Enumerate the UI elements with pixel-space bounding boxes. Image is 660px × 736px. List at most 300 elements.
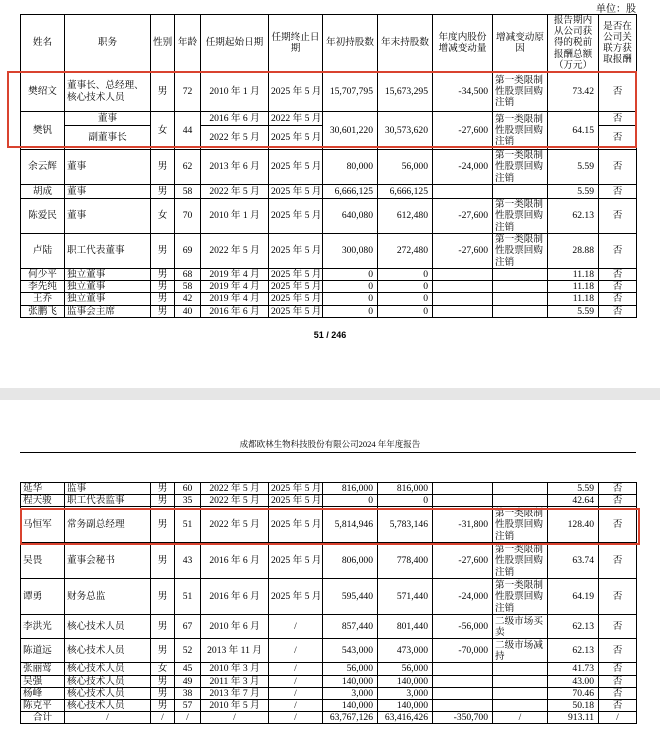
cell-name: 余云辉 (21, 150, 65, 185)
cell-end: / (269, 700, 323, 712)
cell-end: 2025 年 5 月 (269, 305, 323, 317)
cell-age: 57 (175, 700, 201, 712)
cell-start: 2019 年 4 月 (201, 293, 269, 305)
cell-reason (493, 700, 548, 712)
cell-end: 2025 年 5 月 (269, 483, 323, 495)
cell-begin: 300,080 (323, 234, 378, 269)
cell-start: / (201, 712, 269, 724)
cell-endv: 0 (378, 495, 433, 507)
cell-position: 核心技术人员 (65, 700, 151, 712)
cell-endv: 0 (378, 269, 433, 281)
cell-position: 董事 (65, 112, 151, 126)
cell-related: / (599, 712, 637, 724)
table-row (21, 675, 637, 687)
cell-end: 2025 年 5 月 (269, 269, 323, 281)
cell-position: 核心技术人员 (65, 663, 151, 675)
cell-change (433, 663, 493, 675)
cell-pay: 64.19 (548, 579, 599, 615)
cell-begin: 806,000 (323, 543, 378, 579)
cell-start: 2016 年 6 月 (201, 543, 269, 579)
cell-begin: 6,666,125 (323, 185, 378, 199)
table-header-row (21, 15, 637, 72)
highlight-box (7, 71, 637, 148)
cell-position: 独立董事 (65, 269, 151, 281)
cell-change (433, 293, 493, 305)
cell-age: 69 (175, 234, 201, 269)
cell-gender: 女 (151, 199, 175, 234)
cell-age: 70 (175, 199, 201, 234)
cell-start: 2016 年 6 月 (201, 112, 269, 126)
header-pay: 报告期内从公司获得的税前报酬总额（万元） (548, 15, 599, 72)
cell-begin: 15,707,795 (323, 72, 378, 112)
cell-position: 董事 (65, 185, 151, 199)
cell-pay: 64.15 (548, 112, 599, 150)
cell-pay: 62.13 (548, 199, 599, 234)
cell-related: 否 (599, 126, 637, 150)
cell-change (433, 281, 493, 293)
cell-reason (493, 663, 548, 675)
cell-position: 副董事长 (65, 126, 151, 150)
cell-position: 财务总监 (65, 579, 151, 615)
cell-end: / (269, 615, 323, 639)
cell-start: 2013 年 7 月 (201, 687, 269, 699)
cell-age: 52 (175, 639, 201, 663)
total-row (21, 712, 637, 724)
cell-age: 45 (175, 663, 201, 675)
cell-related: 否 (599, 639, 637, 663)
header-position: 职务 (65, 15, 151, 72)
cell-gender: 男 (151, 305, 175, 317)
cell-name: 王乔 (21, 293, 65, 305)
cell-start: 2016 年 6 月 (201, 305, 269, 317)
cell-position: 常务副总经理 (65, 507, 151, 543)
cell-age: 35 (175, 495, 201, 507)
header-end: 任期终止日期 (269, 15, 323, 72)
table-row (21, 663, 637, 675)
cell-end: 2025 年 5 月 (269, 126, 323, 150)
cell-begin: 0 (323, 495, 378, 507)
cell-end: 2025 年 5 月 (269, 543, 323, 579)
cell-change: -27,600 (433, 112, 493, 150)
table-row (21, 269, 637, 281)
cell-end: 2025 年 5 月 (269, 185, 323, 199)
cell-age: 51 (175, 579, 201, 615)
cell-related: 否 (599, 269, 637, 281)
cell-name: 何少平 (21, 269, 65, 281)
cell-pay: 5.59 (548, 150, 599, 185)
cell-begin: 0 (323, 305, 378, 317)
cell-gender: 男 (151, 700, 175, 712)
cell-endv: 140,000 (378, 700, 433, 712)
cell-age: / (175, 712, 201, 724)
cell-endv: 3,000 (378, 687, 433, 699)
cell-position: 监事 (65, 483, 151, 495)
cell-name: 张鹏飞 (21, 305, 65, 317)
cell-reason (493, 305, 548, 317)
cell-age: 40 (175, 305, 201, 317)
cell-begin: 3,000 (323, 687, 378, 699)
cell-gender: 男 (151, 234, 175, 269)
cell-end: 2025 年 5 月 (269, 234, 323, 269)
table-row (21, 185, 637, 199)
cell-end: 2025 年 5 月 (269, 579, 323, 615)
cell-gender: 女 (151, 112, 175, 150)
cell-gender: / (151, 712, 175, 724)
cell-start: 2013 年 11 月 (201, 639, 269, 663)
cell-related: 否 (599, 663, 637, 675)
cell-age: 42 (175, 293, 201, 305)
cell-begin: 63,767,126 (323, 712, 378, 724)
cell-gender: 男 (151, 281, 175, 293)
cell-related: 否 (599, 112, 637, 126)
cell-reason: 二级市场买卖 (493, 615, 548, 639)
cell-change: -24,000 (433, 150, 493, 185)
cell-endv: 15,673,295 (378, 72, 433, 112)
cell-start: 2010 年 3 月 (201, 663, 269, 675)
cell-gender: 男 (151, 293, 175, 305)
cell-start: 2013 年 6 月 (201, 150, 269, 185)
cell-pay: 128.40 (548, 507, 599, 543)
cell-related: 否 (599, 185, 637, 199)
cell-gender: 男 (151, 543, 175, 579)
cell-start: 2022 年 5 月 (201, 126, 269, 150)
table-row (21, 687, 637, 699)
cell-begin: 0 (323, 281, 378, 293)
cell-related: 否 (599, 305, 637, 317)
cell-begin: 140,000 (323, 675, 378, 687)
cell-related: 否 (599, 483, 637, 495)
cell-begin: 816,000 (323, 483, 378, 495)
cell-begin: 0 (323, 293, 378, 305)
header-gender: 性别 (151, 15, 175, 72)
cell-change (433, 687, 493, 699)
header-related: 是否在公司关联方获取报酬 (599, 15, 637, 72)
table-row (21, 579, 637, 615)
cell-endv: 5,783,146 (378, 507, 433, 543)
cell-age: 38 (175, 687, 201, 699)
cell-gender: 男 (151, 269, 175, 281)
header-change: 年度内股份增减变动量 (433, 15, 493, 72)
cell-endv: 612,480 (378, 199, 433, 234)
page-break (0, 388, 660, 400)
cell-gender: 男 (151, 615, 175, 639)
cell-pay: 5.59 (548, 483, 599, 495)
cell-start: 2010 年 1 月 (201, 199, 269, 234)
cell-reason (493, 687, 548, 699)
cell-total-label: 合计 (21, 712, 65, 724)
table-row (21, 305, 637, 317)
cell-name: 陈爱民 (21, 199, 65, 234)
cell-gender: 男 (151, 579, 175, 615)
cell-position: 董事会秘书 (65, 543, 151, 579)
cell-age: 49 (175, 675, 201, 687)
cell-endv: 6,666,125 (378, 185, 433, 199)
cell-end: 2025 年 5 月 (269, 507, 323, 543)
cell-change: -31,800 (433, 507, 493, 543)
cell-related: 否 (599, 150, 637, 185)
cell-name: 李先纯 (21, 281, 65, 293)
cell-change (433, 269, 493, 281)
cell-start: 2022 年 5 月 (201, 234, 269, 269)
cell-gender: 男 (151, 483, 175, 495)
cell-position: 独立董事 (65, 281, 151, 293)
cell-position: 职工代表监事 (65, 495, 151, 507)
cell-reason (493, 675, 548, 687)
cell-position: 核心技术人员 (65, 615, 151, 639)
cell-change (433, 185, 493, 199)
cell-end: / (269, 663, 323, 675)
cell-end: 2025 年 5 月 (269, 72, 323, 112)
cell-pay: 11.18 (548, 293, 599, 305)
cell-position: / (65, 712, 151, 724)
cell-change (433, 483, 493, 495)
header-begin-shares: 年初持股数 (323, 15, 378, 72)
cell-change (433, 305, 493, 317)
cell-name: 杨峰 (21, 687, 65, 699)
cell-endv: 801,440 (378, 615, 433, 639)
cell-change (433, 700, 493, 712)
cell-endv: 816,000 (378, 483, 433, 495)
cell-reason: 第一类限制性股票回购注销 (493, 72, 548, 112)
cell-pay: 43.00 (548, 675, 599, 687)
header-start: 任期起始日期 (201, 15, 269, 72)
header-end-shares: 年末持股数 (378, 15, 433, 72)
cell-start: 2022 年 5 月 (201, 483, 269, 495)
table-row (21, 495, 637, 507)
cell-end: 2025 年 5 月 (269, 150, 323, 185)
cell-age: 68 (175, 269, 201, 281)
cell-change: -24,000 (433, 579, 493, 615)
cell-endv: 63,416,426 (378, 712, 433, 724)
cell-position: 核心技术人员 (65, 675, 151, 687)
cell-start: 2019 年 4 月 (201, 269, 269, 281)
table-row (21, 615, 637, 639)
cell-position: 董事 (65, 150, 151, 185)
cell-change: -34,500 (433, 72, 493, 112)
cell-start: 2010 年 6 月 (201, 615, 269, 639)
cell-pay: 11.18 (548, 269, 599, 281)
cell-end: 2025 年 5 月 (269, 281, 323, 293)
cell-start: 2022 年 5 月 (201, 507, 269, 543)
cell-related: 否 (599, 675, 637, 687)
cell-endv: 0 (378, 305, 433, 317)
cell-position: 董事 (65, 199, 151, 234)
cell-age: 51 (175, 507, 201, 543)
table-row (21, 639, 637, 663)
cell-change: -56,000 (433, 615, 493, 639)
cell-endv: 473,000 (378, 639, 433, 663)
cell-begin: 5,814,946 (323, 507, 378, 543)
cell-endv: 140,000 (378, 675, 433, 687)
highlight-box (20, 508, 640, 545)
cell-age: 60 (175, 483, 201, 495)
cell-name: 吴强 (21, 675, 65, 687)
cell-end: / (269, 687, 323, 699)
cell-gender: 男 (151, 639, 175, 663)
cell-pay: 5.59 (548, 305, 599, 317)
cell-begin: 140,000 (323, 700, 378, 712)
cell-gender: 男 (151, 150, 175, 185)
cell-endv: 0 (378, 293, 433, 305)
cell-pay: 913.11 (548, 712, 599, 724)
cell-end: / (269, 712, 323, 724)
cell-gender: 男 (151, 185, 175, 199)
cell-change: -27,600 (433, 199, 493, 234)
cell-begin: 857,440 (323, 615, 378, 639)
cell-position: 独立董事 (65, 293, 151, 305)
table-row (21, 293, 637, 305)
cell-begin: 543,000 (323, 639, 378, 663)
header-age: 年龄 (175, 15, 201, 72)
cell-start: 2022 年 5 月 (201, 185, 269, 199)
cell-pay: 70.46 (548, 687, 599, 699)
cell-start: 2010 年 5 月 (201, 700, 269, 712)
cell-related: 否 (599, 579, 637, 615)
cell-name: 卢陆 (21, 234, 65, 269)
cell-name: 吴畏 (21, 543, 65, 579)
cell-gender: 男 (151, 507, 175, 543)
cell-name: 樊钒 (21, 112, 65, 150)
cell-endv: 30,573,620 (378, 112, 433, 150)
table-row (21, 199, 637, 234)
header-reason: 增减变动原因 (493, 15, 548, 72)
cell-reason: 第一类限制性股票回购注销 (493, 579, 548, 615)
cell-reason: / (493, 712, 548, 724)
cell-reason (493, 281, 548, 293)
cell-position: 核心技术人员 (65, 639, 151, 663)
document-title: 成都欧林生物科技股份有限公司2024 年年度报告 (239, 439, 421, 449)
cell-position: 职工代表董事 (65, 234, 151, 269)
cell-related: 否 (599, 700, 637, 712)
cell-age: 43 (175, 543, 201, 579)
cell-start: 2010 年 1 月 (201, 72, 269, 112)
cell-end: / (269, 675, 323, 687)
cell-name: 胡成 (21, 185, 65, 199)
cell-begin: 56,000 (323, 663, 378, 675)
cell-related: 否 (599, 507, 637, 543)
table-row (21, 281, 637, 293)
cell-start: 2011 年 3 月 (201, 675, 269, 687)
cell-pay: 63.74 (548, 543, 599, 579)
cell-reason: 第一类限制性股票回购注销 (493, 234, 548, 269)
cell-start: 2022 年 5 月 (201, 495, 269, 507)
cell-change: -70,000 (433, 639, 493, 663)
cell-start: 2019 年 4 月 (201, 281, 269, 293)
header-name: 姓名 (21, 15, 65, 72)
cell-reason: 第一类限制性股票回购注销 (493, 150, 548, 185)
top-table (20, 14, 637, 318)
cell-end: 2025 年 5 月 (269, 495, 323, 507)
cell-reason (493, 185, 548, 199)
cell-related: 否 (599, 687, 637, 699)
header-rule (20, 452, 636, 453)
cell-reason (493, 269, 548, 281)
cell-reason (493, 495, 548, 507)
cell-endv: 778,400 (378, 543, 433, 579)
cell-reason (493, 483, 548, 495)
cell-pay: 28.88 (548, 234, 599, 269)
cell-gender: 男 (151, 687, 175, 699)
cell-pay: 50.18 (548, 700, 599, 712)
cell-related: 否 (599, 199, 637, 234)
cell-related: 否 (599, 72, 637, 112)
cell-change: -27,600 (433, 543, 493, 579)
table-row (21, 150, 637, 185)
cell-endv: 571,440 (378, 579, 433, 615)
cell-name: 马恒军 (21, 507, 65, 543)
cell-position: 核心技术人员 (65, 687, 151, 699)
cell-pay: 42.64 (548, 495, 599, 507)
cell-related: 否 (599, 234, 637, 269)
cell-age: 58 (175, 281, 201, 293)
cell-start: 2016 年 6 月 (201, 579, 269, 615)
cell-age: 72 (175, 72, 201, 112)
table-row (21, 483, 637, 495)
cell-pay: 62.13 (548, 615, 599, 639)
cell-pay: 73.42 (548, 72, 599, 112)
cell-gender: 男 (151, 72, 175, 112)
cell-endv: 56,000 (378, 150, 433, 185)
cell-related: 否 (599, 281, 637, 293)
cell-change (433, 675, 493, 687)
table-row (21, 543, 637, 579)
cell-age: 62 (175, 150, 201, 185)
table-row (21, 700, 637, 712)
page-number: 51 / 246 (313, 330, 347, 340)
cell-pay: 41.73 (548, 663, 599, 675)
cell-begin: 80,000 (323, 150, 378, 185)
cell-pay: 62.13 (548, 639, 599, 663)
cell-name: 陈道远 (21, 639, 65, 663)
cell-reason: 第一类限制性股票回购注销 (493, 543, 548, 579)
cell-age: 44 (175, 112, 201, 150)
cell-end: 2025 年 5 月 (269, 199, 323, 234)
cell-position: 监事会主席 (65, 305, 151, 317)
cell-pay: 11.18 (548, 281, 599, 293)
cell-pay: 5.59 (548, 185, 599, 199)
cell-change: -27,600 (433, 234, 493, 269)
cell-name: 程天骏 (21, 495, 65, 507)
cell-name: 李洪光 (21, 615, 65, 639)
cell-related: 否 (599, 543, 637, 579)
cell-change: -350,700 (433, 712, 493, 724)
cell-reason: 第一类限制性股票回购注销 (493, 507, 548, 543)
table-row (21, 234, 637, 269)
cell-gender: 女 (151, 663, 175, 675)
cell-endv: 272,480 (378, 234, 433, 269)
cell-position: 董事长、总经理、核心技术人员 (65, 72, 151, 112)
cell-gender: 男 (151, 495, 175, 507)
cell-change (433, 495, 493, 507)
unit-label: 单位：股 (596, 4, 636, 15)
cell-begin: 640,080 (323, 199, 378, 234)
cell-end: / (269, 639, 323, 663)
cell-begin: 595,440 (323, 579, 378, 615)
cell-related: 否 (599, 495, 637, 507)
cell-reason: 第一类限制性股票回购注销 (493, 199, 548, 234)
cell-name: 延华 (21, 483, 65, 495)
cell-name: 樊绍文 (21, 72, 65, 112)
cell-name: 陈克平 (21, 700, 65, 712)
cell-reason: 二级市场减持 (493, 639, 548, 663)
cell-related: 否 (599, 615, 637, 639)
cell-begin: 0 (323, 269, 378, 281)
cell-endv: 0 (378, 281, 433, 293)
cell-age: 67 (175, 615, 201, 639)
cell-reason: 第一类限制性股票回购注销 (493, 112, 548, 150)
cell-end: 2025 年 5 月 (269, 293, 323, 305)
cell-age: 58 (175, 185, 201, 199)
